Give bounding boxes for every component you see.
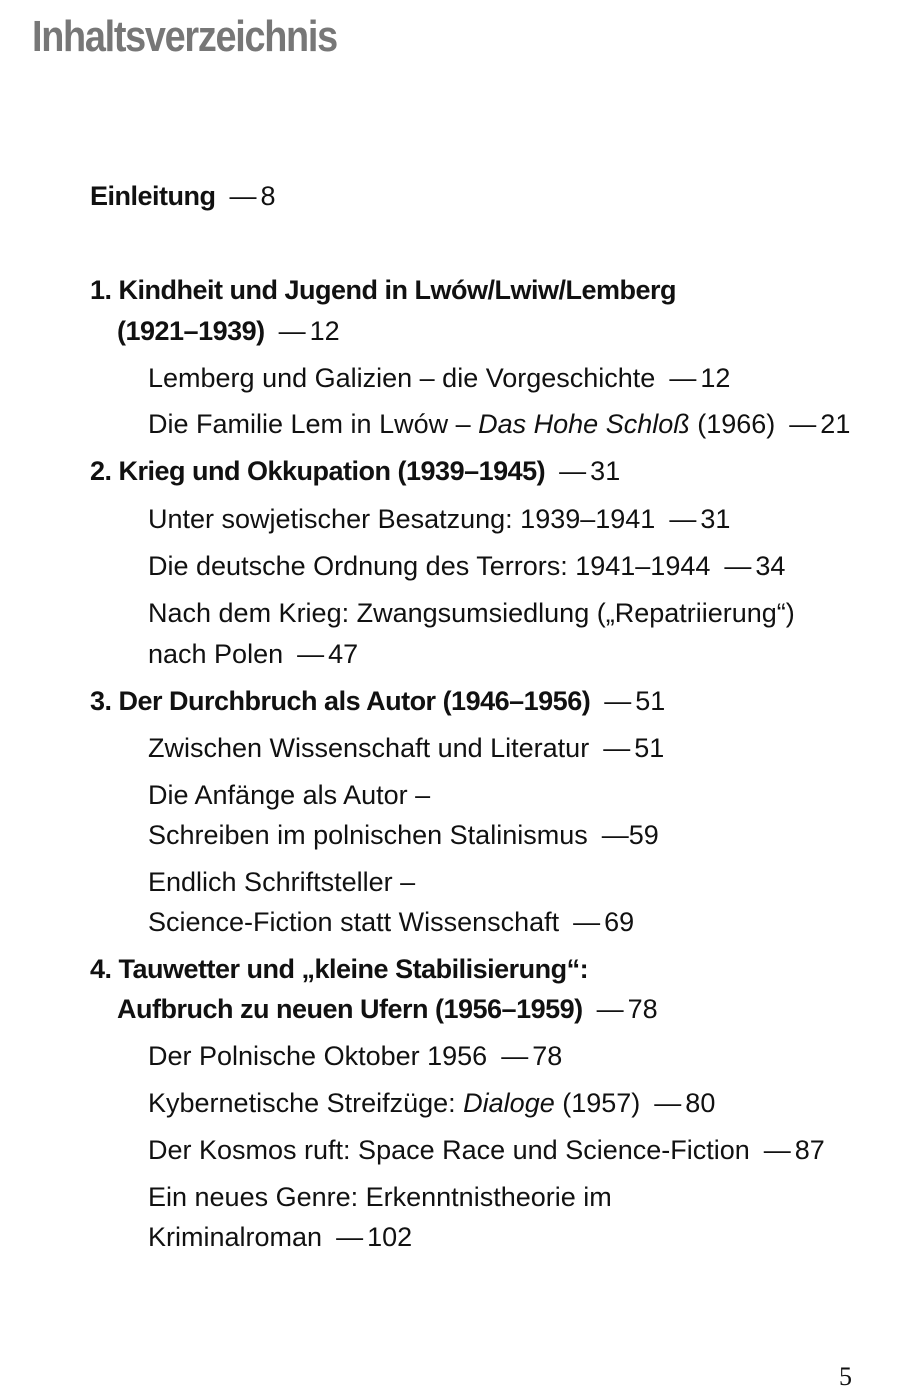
toc-section-1-2[interactable]: Die Familie Lem in Lwów – Das Hohe Schloß (1966) — 21 xyxy=(148,409,851,439)
book-title: Dialoge xyxy=(463,1088,555,1118)
toc-entry-page: 51 xyxy=(634,733,665,763)
toc-entry-page: 69 xyxy=(604,907,635,937)
toc-entry-title: 3. Der Durchbruch als Autor (1946–1956) xyxy=(90,686,591,716)
toc-entry-page: 102 xyxy=(367,1222,413,1252)
toc-entry-year: (1957) xyxy=(554,1088,641,1118)
toc-section-1-1[interactable]: Lemberg und Galizien – die Vorgeschichte — 12 xyxy=(148,363,731,393)
toc-entry-page: 8 xyxy=(260,181,276,211)
toc-chapter-4-title[interactable]: 4. Tauwetter und „kleine Stabilisierung“: xyxy=(90,954,589,984)
toc-entry-page: 51 xyxy=(635,686,666,716)
toc-entry-title: Aufbruch zu neuen Ufern (1956–1959) xyxy=(117,994,583,1024)
toc-section-2-2[interactable]: Die deutsche Ordnung des Terrors: 1941–1944 — 34 xyxy=(148,551,786,581)
toc-entry-title: Die deutsche Ordnung des Terrors: 1941–1944 xyxy=(148,551,711,581)
toc-entry-title: (1921–1939) xyxy=(117,316,265,346)
toc-entry-page: 78 xyxy=(532,1041,563,1071)
toc-section-4-1[interactable]: Der Polnische Oktober 1956 — 78 xyxy=(148,1041,563,1071)
toc-chapter-1-title[interactable]: 1. Kindheit und Jugend in Lwów/Lwiw/Lemberg xyxy=(90,275,676,305)
toc-entry-page: 59 xyxy=(628,820,659,850)
toc-entry-title: Der Kosmos ruft: Space Race und Science-Fiction xyxy=(148,1135,750,1165)
toc-section-4-4-title[interactable]: Ein neues Genre: Erkenntnistheorie im xyxy=(148,1182,612,1212)
toc-entry-page: 31 xyxy=(700,504,731,534)
toc-entry-title: Die Familie Lem in Lwów – xyxy=(148,409,479,439)
toc-section-4-2[interactable]: Kybernetische Streifzüge: Dialoge (1957) — 80 xyxy=(148,1088,716,1118)
toc-entry-title: Science-Fiction statt Wissenschaft xyxy=(148,907,560,937)
toc-section-3-3-title[interactable]: Endlich Schriftsteller – xyxy=(148,867,416,897)
toc-section-3-2-cont[interactable]: Schreiben im polnischen Stalinismus —59 xyxy=(148,820,659,850)
toc-entry-year: (1966) xyxy=(689,409,776,439)
toc-entry-title: Lemberg und Galizien – die Vorgeschichte xyxy=(148,363,656,393)
toc-entry-title: 2. Krieg und Okkupation (1939–1945) xyxy=(90,456,546,486)
page-title: Inhaltsverzeichnis xyxy=(32,12,337,61)
toc-entry-title: Der Polnische Oktober 1956 xyxy=(148,1041,488,1071)
toc-section-2-3-title[interactable]: Nach dem Krieg: Zwangsumsiedlung („Repatriierung“) xyxy=(148,598,795,628)
toc-entry-page: 12 xyxy=(309,316,340,346)
toc-entry-page: 12 xyxy=(700,363,731,393)
toc-section-3-2-title[interactable]: Die Anfänge als Autor – xyxy=(148,780,431,810)
toc-section-3-3-cont[interactable]: Science-Fiction statt Wissenschaft — 69 xyxy=(148,907,635,937)
toc-entry-title: Einleitung xyxy=(90,181,216,211)
toc-entry-page: 34 xyxy=(755,551,786,581)
toc-chapter-4-title-cont[interactable]: Aufbruch zu neuen Ufern (1956–1959) — 78 xyxy=(117,994,658,1024)
toc-section-2-1[interactable]: Unter sowjetischer Besatzung: 1939–1941 — 31 xyxy=(148,504,731,534)
toc-entry-page: 78 xyxy=(627,994,658,1024)
toc-entry-page: 21 xyxy=(820,409,851,439)
toc-entry-title: nach Polen xyxy=(148,639,284,669)
toc-chapter-1-title-cont[interactable]: (1921–1939) — 12 xyxy=(117,316,340,346)
toc-entry-title: Kybernetische Streifzüge: xyxy=(148,1088,464,1118)
toc-entry-title: Schreiben im polnischen Stalinismus xyxy=(148,820,588,850)
toc-entry-title: Zwischen Wissenschaft und Literatur xyxy=(148,733,590,763)
toc-section-4-3[interactable]: Der Kosmos ruft: Space Race und Science-Fiction — 87 xyxy=(148,1135,825,1165)
toc-section-4-4-cont[interactable]: Kriminalroman — 102 xyxy=(148,1222,413,1252)
book-title: Das Hohe Schloß xyxy=(478,409,690,439)
toc-entry-page: 87 xyxy=(794,1135,825,1165)
toc-chapter-3[interactable]: 3. Der Durchbruch als Autor (1946–1956) — 51 xyxy=(90,686,666,716)
toc-section-3-1[interactable]: Zwischen Wissenschaft und Literatur — 51 xyxy=(148,733,665,763)
toc-entry-page: 31 xyxy=(590,456,621,486)
toc-entry-title: Unter sowjetischer Besatzung: 1939–1941 xyxy=(148,504,656,534)
page-number: 5 xyxy=(839,1362,852,1391)
toc-section-2-3-cont[interactable]: nach Polen — 47 xyxy=(148,639,359,669)
toc-chapter-2[interactable]: 2. Krieg und Okkupation (1939–1945) — 31 xyxy=(90,456,621,486)
toc-entry-page: 47 xyxy=(328,639,359,669)
toc-entry-title: Kriminalroman xyxy=(148,1222,323,1252)
toc-entry-page: 80 xyxy=(685,1088,716,1118)
toc-entry-intro[interactable]: Einleitung — 8 xyxy=(90,181,276,211)
